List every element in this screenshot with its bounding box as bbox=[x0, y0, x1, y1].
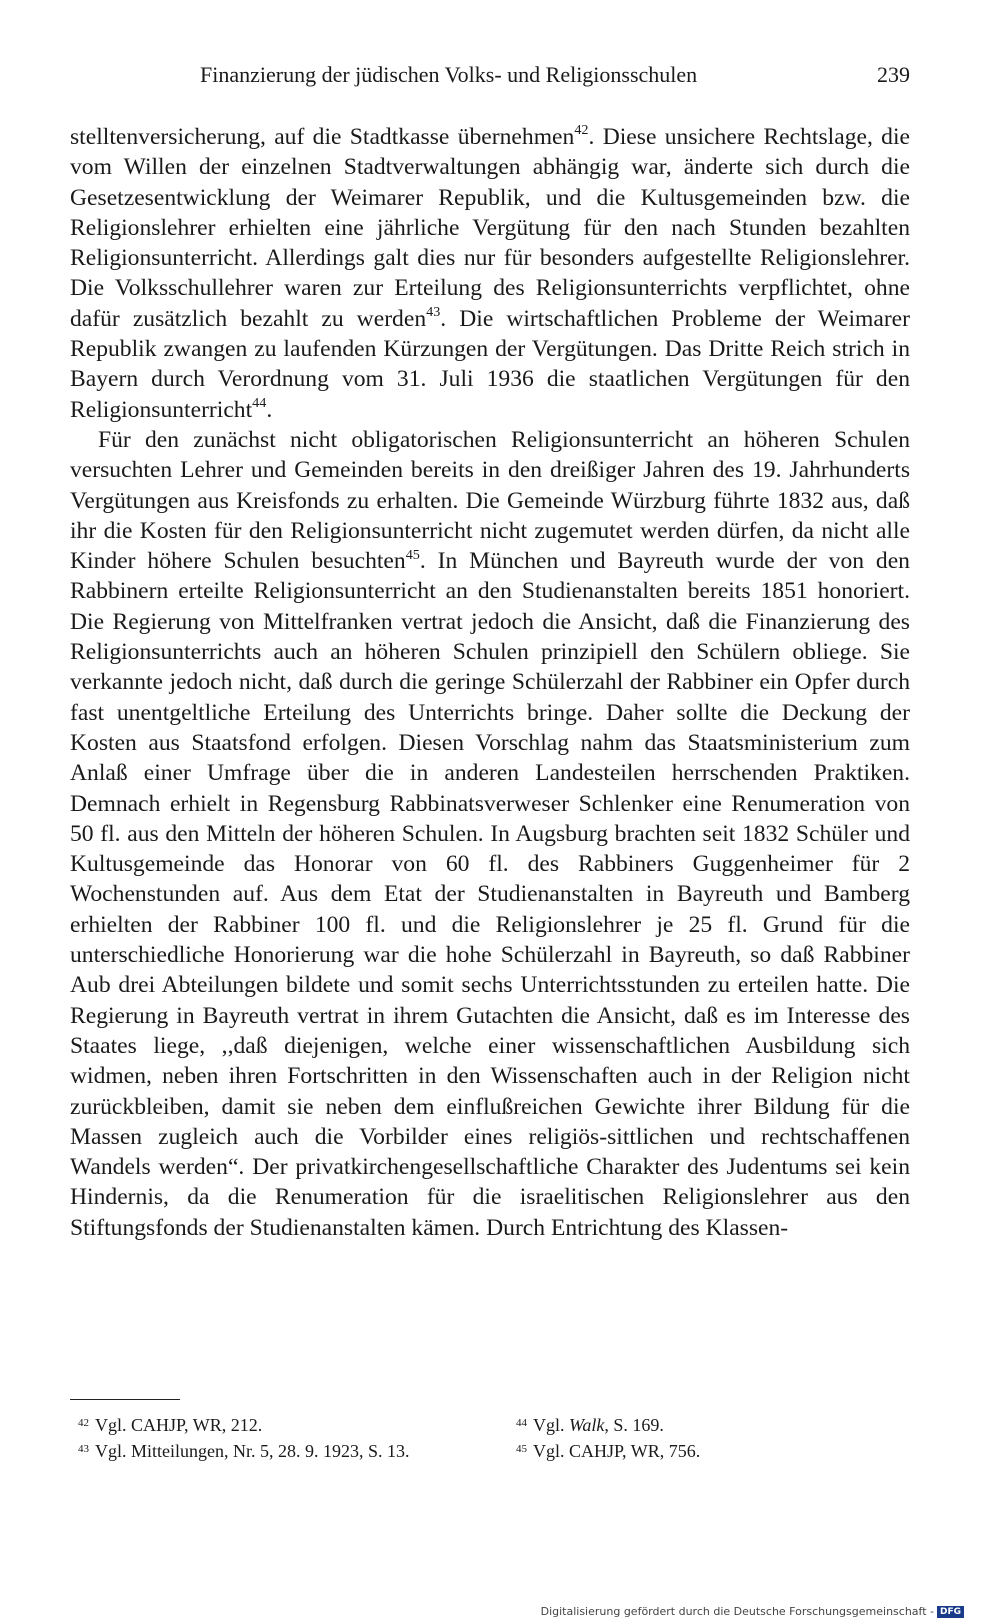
text-run: . Die wirtschaftlichen Probleme der Weimarer Republik zwangen zu laufenden Kürzungen der Vergütungen. Das Dritte Reich strich in Bayern durch Verordnung vom 31. Juli 1936 die staatlichen Vergütungen für den Religionsunterricht bbox=[70, 305, 911, 423]
footnote-rule bbox=[70, 1399, 180, 1400]
dfg-logo: DFG bbox=[937, 1606, 964, 1618]
footnote-ref-44: 44 bbox=[252, 395, 267, 412]
footnote-number: 45 bbox=[516, 1443, 527, 1455]
text-run: . In München und Bayreuth wurde der von den Rabbinern erteilte Religionsunterricht an den Studienanstalten bereits 1851 honoriert. Die Regierung von Mittelfranken vertrat jedoch die Ansicht, daß die Finanzierung des Religionsunterrichts auch an höheren Schulen prinzipiell den Schülern obliege. Sie verkannte jedoch nicht, daß durch die geringe Schülerzahl der Rabbiner ein Opfer durch fast unentgeltliche Erteilung des Unterrichts bringe. Daher sollte die Deckung der Kosten aus Staatsfond erfolgen. Diesen Vorschlag nahm das Staatsministerium zum Anlaß einer Umfrage über die in anderen Landesteilen herrschenden Praktiken. Demnach erhielt in Regensburg Rabbinatsverweser Schlenker eine Renumeration von 50 fl. aus den Mitteln der höheren Schulen. In Augsburg brachten seit 1832 Schüler und Kultusgemeinde das Honorar von 60 fl. des Rabbiners Guggenheimer für 2 Wochenstunden auf. Aus dem Etat der Studienanstalten in Bayreuth und Bamberg erhielten der Rabbiner 100 fl. und die Religionslehrer je 25 fl. Grund für die unterschiedliche Honorierung war die hohe Schülerzahl in Bayreuth, so daß Rabbiner Aub drei Abteilungen bildete und somit sechs Unterrichtsstunden zu erteilen hatte. Die Regierung in Bayreuth vertrat in ihrem Gutachten die Ansicht, daß es im Interesse des Staates liege, ,,daß diejenigen, welche einer wissenschaftlichen Ausbildung sich widmen, neben ihren Fortschritten in den Wissenschaften auch in der Religion nicht zurückbleiben, damit sie neben dem einflußreichen Gewichte ihrer Bildung für die Massen zugleich auch die Vorbilder eines religiös-sittlichen und rechtschaffenen Wandels werden“. Der privatkirchengesellschaftliche Charakter des Judentums sei kein Hindernis, da die Renumeration für die israelitischen Religionslehrer aus den Stiftungsfonds der Studienanstalten kämen. Durch Entrichtung des Klassen- bbox=[70, 548, 910, 1241]
page-number: 239 bbox=[877, 62, 910, 87]
footnote-text: Vgl. CAHJP, WR, 756. bbox=[533, 1441, 701, 1461]
digitization-text: Digitalisierung gefördert durch die Deutsche Forschungsgemeinschaft - bbox=[540, 1605, 934, 1618]
footnote-44 bbox=[516, 1410, 664, 1438]
footnote-number: 43 bbox=[78, 1443, 89, 1455]
footnote-text: Vgl. CAHJP, WR, 212. bbox=[95, 1415, 263, 1435]
text-run: stelltenversicherung, auf die Stadtkasse übernehmen bbox=[70, 124, 575, 150]
text-run: Für den zunächst nicht obligatorischen Religionsunterricht an höheren Schulen versuchten Lehrer und Gemeinden bereits in den dreißiger Jahren des 19. Jahrhunderts Vergütungen aus Kreisfonds zu erhalten. Die Gemeinde Würzburg führte 1832 aus, daß ihr die Kosten für den Religionsunterricht nicht zugemutet werden dürfen, da nicht alle Kinder höhere Schulen besuchten bbox=[70, 426, 910, 575]
footnote-number: 44 bbox=[516, 1417, 527, 1429]
paragraph-1 bbox=[70, 122, 910, 425]
running-title: Finanzierung der jüdischen Volks- und Religionsschulen bbox=[200, 62, 698, 87]
footnote-number: 42 bbox=[78, 1417, 89, 1429]
footnote-42 bbox=[78, 1410, 262, 1438]
footnote-text: Vgl. Mitteilungen, Nr. 5, 28. 9. 1923, S. 13. bbox=[95, 1441, 410, 1461]
text-run: . bbox=[266, 396, 273, 423]
footnote-text-post: , S. 169. bbox=[604, 1415, 664, 1435]
paragraph-2 bbox=[70, 425, 910, 1243]
footnote-43 bbox=[78, 1436, 410, 1464]
footnote-text-pre: Vgl. bbox=[533, 1415, 569, 1435]
running-head bbox=[200, 62, 910, 92]
footnote-ref-42: 42 bbox=[574, 122, 589, 139]
footnote-ref-45: 45 bbox=[405, 546, 420, 563]
footnote-45 bbox=[516, 1436, 700, 1464]
text-run: . Diese unsichere Rechtslage, die vom Willen der einzelnen Stadtverwaltungen abhängig war, änderte sich durch die Gesetzesentwicklung der Weimarer Republik, und die Kultusgemeinden bzw. die Religionslehrer erhielten eine jährliche Vergütung für den nach Stunden bezahlten Religionsunterricht. Allerdings galt dies nur für besonders aufgestellte Religionslehrer. Die Volksschullehrer waren zur Erteilung des Religionsunterrichts verpflichtet, ohne dafür zusätzlich bezahlt zu werden bbox=[70, 124, 910, 332]
footnote-text-italic: Walk bbox=[569, 1415, 605, 1435]
body-text bbox=[70, 122, 910, 1243]
footnote-ref-43: 43 bbox=[426, 304, 441, 321]
digitization-note bbox=[541, 1605, 964, 1618]
